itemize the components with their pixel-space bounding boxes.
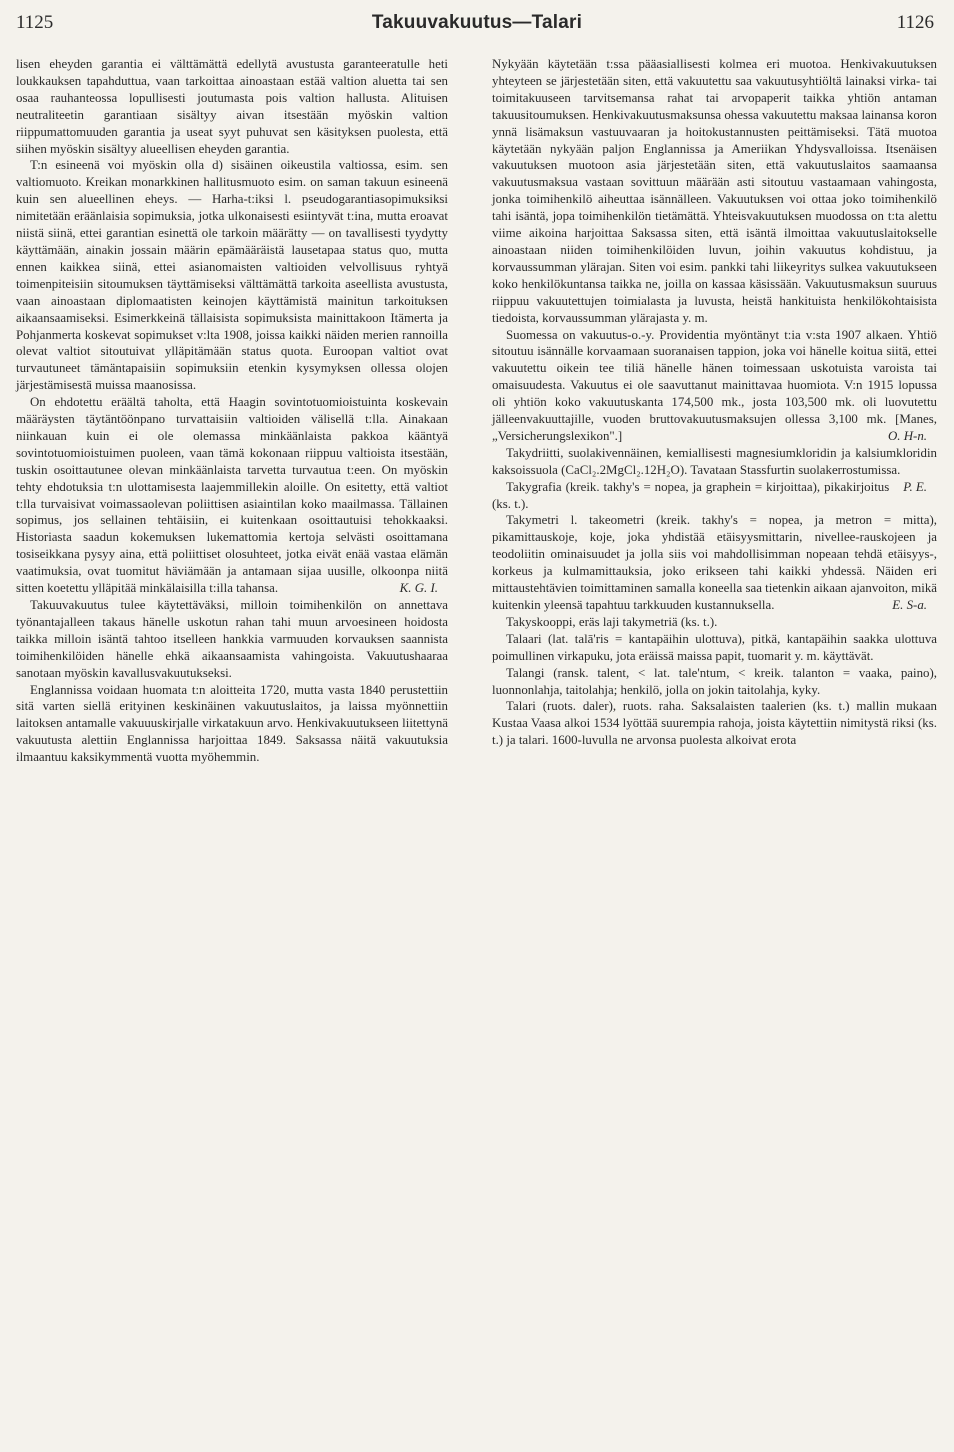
entry-talaari: Talaari (lat. talā'ris = kantapäihin ulottuva), pitkä, kantapäihin saakka ulottuva poimullinen virkapuku, jota eräissä maissa papit, tuomarit y. m. käyttävät. [492, 631, 937, 663]
paragraph-text: On ehdotettu eräältä taholta, että Haagin sovintotuomioistuinta koskevain määräysten täytäntöönpano turvattaisiin valtioiden välisellä t:lla. Ainakaan niinkauan kuin ei ole olemassa minkäänlaista pakkoa kääntyä sovintotuomioistuimen puoleen, vaan tämä kokonaan riippuu valtioista itsestään, tuskin osoittautunee olevan minkäänlaista tarvetta turvautua t:een. On myöskin tehty ehdotuksia t:n ulottamisesta laajemmillekin aloille. On esitetty, että valtiot t:lla turvaisivat voimassaolevan poliittisen asiaintilan koko maailmassa. Tällainen sopimus, jos sellainen tehtäisiin, ei kuitenkaan osoittautuisi tehokkaaksi. Historiasta saadun kokemuksen lukemattomia kertoja selvästi osoittamana tosiseikkana pysyy aina, että poliittiset olosuhteet, jotka eivät enää vastaa elämän vaatimuksia, ovat tuomitut häviämään ja antamaan sijaa uusille, olkoonpa niitä sitten koetettu ylläpitää minkälaisilla t:illa tahansa. [16, 395, 448, 596]
paragraph [492, 327, 937, 445]
entry-takuuvakuutus: Takuuvakuutus tulee käytettäväksi, milloin toimihenkilön on annettava työnantajalleen takaus hänelle uskotun rahan tahi muun arvoesineen hoidosta taikka milloin isäntä tahtoo itselleen hankkia varmuuden korvauksen saannista toimihenkilöiden hänelle ehkä aikaansaamista vahingoista. Vakuutushaaraa sanotaan myöskin kavallusvakuutukseksi. [16, 598, 448, 680]
entry-takydriitti [492, 445, 937, 494]
paragraph: Englannissa voidaan huomata t:n aloitteita 1720, mutta vasta 1840 perustettiin sitä varten siellä erityinen keskinäinen vakuutuslaitos, ja laissa myönnettiin laitoksen antamalle vakuuuskirjalle virkatakuun arvo. Henkivakuutukseen liitettynä vakuutusta alettiin Englannissa harjoittaa 1849. Saksassa näitä vakuutuksia ilmaantuu kaksikymmentä vuotta myöhemmin. [16, 682, 448, 765]
page-header [0, 12, 954, 40]
right-column [492, 56, 937, 749]
paragraph-text: Suomessa on vakuutus-o.-y. Providentia myöntänyt t:ia v:sta 1907 alkaen. Yhtiö sitoutuu isännälle korvaamaan suoranaisen tappion, joka voi hänelle koitua siitä, ettei vakuutettu oikein tee tiliä hänelle hänen toimessaan uskotuista varoista tai omaisuudesta. Vakuutus ei ole saavuttanut mainittavaa huomiota. V:n 1915 lopussa oli yhtiön koko vakuutuskanta 174,500 mk., josta 103,500 mk. oli luovutettu jälleenvakuuttajille, vuoden bruttovakuutusmaksujen ollessa 3,100 mk. [Manes, „Versicherungslexikon".] [492, 327, 937, 443]
paragraph [16, 394, 448, 597]
paragraph: T:n esineenä voi myöskin olla d) sisäinen oikeustila valtiossa, esim. sen valtiomuoto. Kreikan monarkkinen hallitusmuoto esim. on saman takuun esineenä kuin sen alueellinen eheys. — Harha-t:iksi l. pseudogarantiasopimuksiksi nimitetään eräänlaisia sopimuksia, jotka ulkonaisesti esiintyvät t:ina, mutta eroavat niistä siinä, ettei garantian esinettä ole tarkoin määrätty — on tavallisesti tyydytty käyttämään, ainakin jossain määrin epämääräistä lausetapaa status quo, mutta ennen kaikkea siinä, ettei asianomaisten valtioiden velvollisuus ryhtyä toimenpiteisiin sitoumuksen täyttämiseksi välttämättä tarkoita aseellista avustusta, vaan ainoastaan diplomaatisten keinojen käyttämistä mainitun tarkoituksen aikaansaamiseksi. Esimerkkeinä tällaisista sopimuksista mainittakoon Itämerta ja Pohjanmerta koskevat sopimukset v:lta 1908, joissa kaikki näiden merien rannoilla olevat valtiot sitoutuivat ylläpitämään status quota. Euroopan valtiot ovat turvautuneet tämäntapaisiin sopimuksiin etenkin kysymyksen ollessa olojen järjestämisestä muissa maanosissa. [16, 158, 448, 393]
entry-talangi: Talangi (ransk. talent, < lat. tale'ntum, < kreik. talanton = vaaka, paino), luonnonlahja, taitolahja; henkilö, jolla on jokin taitolahja, kyky. [492, 665, 937, 697]
page-number-right: 1126 [896, 12, 934, 33]
page-number-left: 1125 [16, 12, 54, 33]
author-signature: E. S-a. [892, 598, 927, 612]
entry-text: Takydriitti, suolakivennäinen, kemiallisesti magnesiumkloridin ja kalsiumkloridin kaksoissuola (CaCl₂.2MgCl₂.12H₂O). Tavataan Stassfurtin suolakerrostumissa. [492, 445, 937, 477]
author-signature: P. E. [903, 479, 927, 494]
entry-takymetri [492, 512, 937, 613]
entry-text: Takymetri l. takeometri (kreik. takhy's = nopea, ja metron = mitta), pikamittauskoje, koje, joka yhdistää etäisyysmittarin, nivellee-rauskojeen ja teodoliitin ominaisuudet ja jolla siis voi mahdollisimman nopeaan tehdä etäisyys-, korkeus ja kulmamittauksia, joko erikseen tahi kaikki yhdessä. Näiden eri mittaustehtävien toimittaminen samalla koneella saa tietenkin aikaan ajanvoiton, mikä kuitenkin yleensä tapahtuu tarkkuuden kustannuksella. [492, 513, 937, 612]
entry-takyskooppi: Takyskooppi, eräs laji takymetriä (ks. t.). [506, 614, 718, 629]
paragraph: lisen eheyden garantia ei välttämättä edellytä avustusta garanteeratulle heti loukkauksen tapahduttua, vaan tarkoittaa ainoastaan estää valtion aluetta tai sen osaa rauhanteossa lopullisesti joutumasta pois valtion hallusta. Alituisen neutraliteetin garantiaan sisältyy aivan itsestään myöskin valtion riippumattomuuden garantia ja useat syyt puhuvat sen käsityksen puolesta, että siihen myöskin sisältyy alueellisen eheyden garantia. [16, 57, 448, 156]
entry-talari: Talari (ruots. daler), ruots. raha. Saksalaisten taalerien (ks. t.) mallin mukaan Kustaa Vaasa alkoi 1534 lyöttää suurempia rahoja, joista käytettiin nimitystä riksi (ks. t.) ja talari. 1600-luvulla ne arvonsa puolesta alkoivat erota [492, 699, 937, 748]
author-signature: O. H-n. [887, 428, 927, 443]
entry-takygrafia: Takygrafia (kreik. takhy's = nopea, ja graphein = kirjoittaa), pikakirjoitus (ks. t.). [492, 479, 890, 511]
paragraph: Nykyään käytetään t:ssa pääasiallisesti kolmea eri muotoa. Henkivakuutuksen yhteyteen se järjestetään siten, että vakuutettu saa vakuutusyhtiöltä lainaksi virka- tai toimitakuuseen tarvitsemansa rahat tai arvopaperit taikka yhtiön antaman takuusitoumuksen. Henkivakuutusmaksunsa ohessa vakuutettu maksaa lainansa koron ynnä lisämaksun vastuuvaaran ja hoitokustannusten peittämiseksi. Tätä muotoa käytetään nykyään paljon Englannissa ja Ameriikan Yhdysvalloissa. Itsenäisen vakuutuksen muotoon asia järjestetään siten, että vakuutuslaitos saamaansa vakuutusmaksua vastaan sovittuun määrään asti sitoutuu vastaamaan vahingosta, jonka toimihenkilö aiheuttaa isännälleen. Vakuutuksen voi ottaa joko toimihenkilö tahi isäntä, jopa toimihenkilön tietämättä. Yhteisvakuutuksen muodossa on t:ta alettu viime aikoina harjoittaa Saksassa siten, että isäntä ilmoittaa vakuutuslaitokselle ainoastaan niiden toimihenkilöiden luvun, joihin vakuutus kohdistuu, ja korvaussumman ylärajan. Siten voi esim. pankki tahi liikeyritys sulkea vakuutukseen koko henkilökuntansa taikka ne, joilla on kassaa käsissään. Vakuutusmaksun suuruus riippuu vakuutettujen toimialasta ja luvusta, heistä hankituista henkilökohtaisista tiedoista, korvaussumman ylärajasta y. m. [492, 57, 937, 325]
author-signature: K. G. I. [399, 581, 438, 596]
left-column [16, 56, 448, 766]
running-title: Takuuvakuutus—Talari [371, 12, 583, 33]
